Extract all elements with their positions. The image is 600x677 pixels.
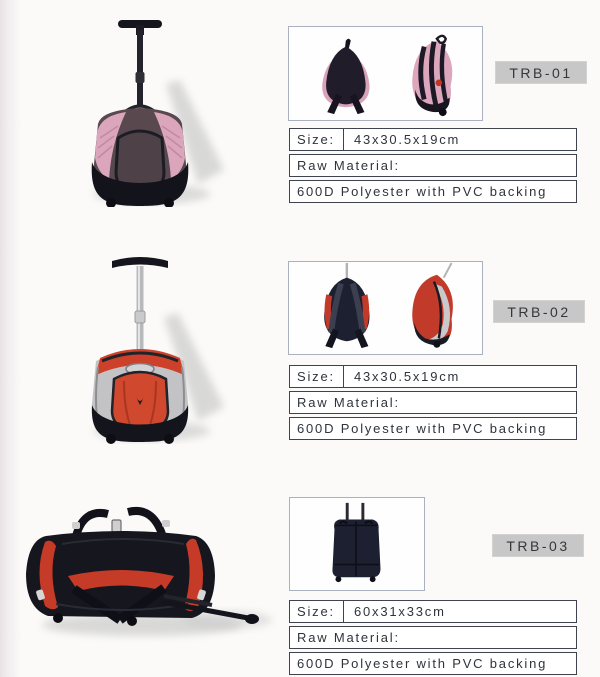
- size-label: Size:: [290, 601, 344, 622]
- trb02-back-and-side-views-image: [289, 262, 482, 354]
- pink-trolley-backpack-image: [40, 12, 240, 207]
- size-row: [289, 600, 577, 623]
- material-label-row: [289, 154, 577, 177]
- material-value-row: [289, 652, 577, 675]
- material-label: Raw Material:: [297, 158, 400, 173]
- material-label-row: [289, 391, 577, 414]
- trb-03-detail-box: [289, 497, 425, 591]
- product-code-badge-trb-03: [492, 534, 584, 557]
- trb-02-product-photo: [40, 249, 240, 444]
- material-value: 600D Polyester with PVC backing: [297, 421, 548, 436]
- trb-01-detail-box: [288, 26, 483, 121]
- size-label: Size:: [290, 129, 344, 150]
- material-label: Raw Material:: [297, 630, 400, 645]
- size-label: Size:: [290, 366, 344, 387]
- product-code-badge-trb-02: [493, 300, 585, 323]
- trb-01-product-photo: [40, 12, 240, 207]
- trb-02-detail-box: [288, 261, 483, 355]
- product-code-text: TRB-01: [509, 64, 573, 81]
- product-code-text: TRB-03: [506, 537, 570, 554]
- trb03-back-view-image: [290, 498, 424, 590]
- size-row: [289, 365, 577, 388]
- material-value: 600D Polyester with PVC backing: [297, 184, 548, 199]
- size-row: [289, 128, 577, 151]
- trb-03-product-photo: [12, 492, 277, 647]
- size-value: 60x31x33cm: [354, 604, 446, 619]
- red-trolley-backpack-image: [40, 249, 240, 444]
- trb01-back-and-side-views-image: [289, 27, 482, 120]
- trb-01-spec-table: [289, 128, 577, 203]
- material-label-row: [289, 626, 577, 649]
- size-value: 43x30.5x19cm: [354, 132, 461, 147]
- product-code-badge-trb-01: [495, 61, 587, 84]
- trb-02-spec-table: [289, 365, 577, 440]
- material-value-row: [289, 180, 577, 203]
- product-code-text: TRB-02: [507, 303, 571, 320]
- material-value: 600D Polyester with PVC backing: [297, 656, 548, 671]
- material-label: Raw Material:: [297, 395, 400, 410]
- size-value: 43x30.5x19cm: [354, 369, 461, 384]
- trb-03-spec-table: [289, 600, 577, 675]
- material-value-row: [289, 417, 577, 440]
- trolley-duffel-bag-image: [12, 492, 277, 647]
